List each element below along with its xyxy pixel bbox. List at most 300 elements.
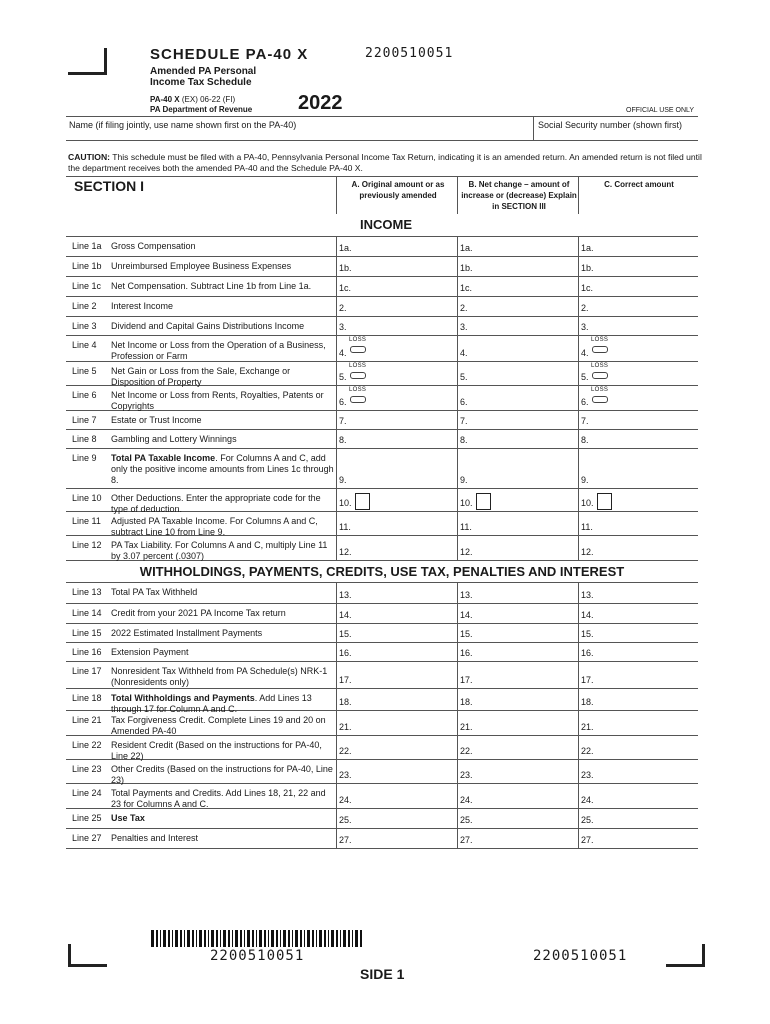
- withholding-line-number: 23.: [460, 770, 473, 780]
- income-line-number: 12.: [581, 547, 594, 557]
- income-amount-field[interactable]: [458, 430, 576, 448]
- barcode-bar: [331, 930, 334, 947]
- barcode-bar: [324, 930, 326, 947]
- withholding-line-number: 22.: [581, 746, 594, 756]
- income-amount-field[interactable]: [337, 536, 455, 560]
- income-amount-field[interactable]: [337, 257, 455, 276]
- withholding-amount-field[interactable]: [337, 829, 455, 848]
- barcode-bar: [151, 930, 154, 947]
- income-amount-field[interactable]: [458, 277, 576, 296]
- income-line-number: 1c.: [581, 283, 594, 293]
- income-amount-field[interactable]: [579, 297, 697, 316]
- income-amount-field[interactable]: [458, 362, 576, 385]
- barcode-bar: [211, 930, 214, 947]
- income-line-number: 1a.: [339, 243, 352, 253]
- income-line-number: 9.: [581, 475, 589, 485]
- barcode-bar: [220, 930, 221, 947]
- withholding-line-desc: Resident Credit (Based on the instructions for PA-40, Line 22): [111, 740, 322, 761]
- income-loss-checkbox[interactable]: [592, 372, 608, 379]
- income-line-desc: Gambling and Lottery Winnings: [111, 434, 237, 444]
- income-line-number: 9.: [339, 475, 347, 485]
- barcode-bar: [160, 930, 161, 947]
- withholding-line-number: 18.: [339, 697, 352, 707]
- withholding-amount-field[interactable]: [337, 689, 455, 710]
- withholding-line-number: 23.: [339, 770, 352, 780]
- withholding-line-desc: Other Credits (Based on the instructions for PA-40, Line 23): [111, 764, 333, 785]
- income-line-number: 11.: [581, 522, 593, 532]
- withholding-amount-field[interactable]: [458, 736, 576, 759]
- barcode-graphic: [151, 930, 363, 947]
- income-line-label: Line 1a: [72, 241, 102, 251]
- income-line-number: 1b.: [581, 263, 594, 273]
- barcode-bar: [336, 930, 338, 947]
- withholding-line-number: 13.: [339, 590, 352, 600]
- withholding-line-label: Line 23: [72, 764, 102, 774]
- barcode-bar: [199, 930, 202, 947]
- income-amount-field[interactable]: [458, 237, 576, 256]
- income-amount-field[interactable]: [458, 297, 576, 316]
- income-line-label: Line 7: [72, 415, 97, 425]
- income-line-label: Line 6: [72, 390, 97, 400]
- withholding-amount-field[interactable]: [579, 809, 697, 828]
- withholding-amount-field[interactable]: [337, 583, 455, 603]
- income-amount-field[interactable]: [579, 411, 697, 429]
- barcode-bar: [295, 930, 298, 947]
- withholding-amount-field[interactable]: [458, 711, 576, 735]
- line-desc-rest: . For Columns A and C, add only the positive income amounts from Lines 1c through 8.: [111, 453, 334, 485]
- income-amount-field[interactable]: [579, 277, 697, 296]
- income-amount-field[interactable]: [579, 430, 697, 448]
- income-line-label: Line 8: [72, 434, 97, 444]
- income-title: INCOME: [360, 217, 412, 232]
- income-loss-label: LOSS: [349, 387, 367, 393]
- income-line-desc: Estate or Trust Income: [111, 415, 202, 425]
- income-line-desc: Net Income or Loss from the Operation of a Business, Profession or Farm: [111, 340, 326, 361]
- income-loss-label: LOSS: [591, 337, 609, 343]
- barcode-bar: [271, 930, 274, 947]
- barcode-bar: [268, 930, 269, 947]
- withholding-amount-field[interactable]: [458, 760, 576, 783]
- barcode-bar: [204, 930, 206, 947]
- income-line-number: 8.: [339, 435, 347, 445]
- income-line-label: Line 1c: [72, 281, 102, 291]
- withholding-line-number: 15.: [581, 629, 594, 639]
- col-divider-b-header: [457, 176, 458, 214]
- withholding-line-label: Line 27: [72, 833, 102, 843]
- withholding-amount-field[interactable]: [337, 662, 455, 688]
- withholding-line-number: 17.: [339, 675, 352, 685]
- income-line-number: 11.: [339, 522, 351, 532]
- income-line-desc: Net Gain or Loss from the Sale, Exchange or Disposition of Property: [111, 366, 291, 387]
- withholding-amount-field[interactable]: [458, 643, 576, 661]
- withholding-line-desc: Total Payments and Credits. Add Lines 18, 21, 22 and 23 for Columns A and C.: [111, 788, 326, 809]
- barcode-bar: [247, 930, 250, 947]
- withholding-line-number: 27.: [460, 835, 473, 845]
- income-line-number: 1a.: [460, 243, 473, 253]
- withholding-line-number: 21.: [460, 722, 473, 732]
- income-deduction-code-box[interactable]: [476, 493, 491, 510]
- income-line-number: 1c.: [460, 283, 473, 293]
- barcode-bar: [184, 930, 185, 947]
- withholding-line-number: 14.: [581, 610, 594, 620]
- withholding-line-number: 21.: [581, 722, 594, 732]
- income-amount-field[interactable]: [458, 336, 576, 361]
- income-amount-field[interactable]: [337, 449, 455, 488]
- line-desc-rest: . Add Lines 13 through 17 for Column A and C.: [111, 693, 312, 714]
- withholding-line-label: Line 17: [72, 666, 102, 676]
- barcode-bar: [355, 930, 358, 947]
- income-amount-field[interactable]: [337, 237, 455, 256]
- barcode-bar: [259, 930, 262, 947]
- income-line-number: 3.: [339, 322, 347, 332]
- withholding-amount-field[interactable]: [458, 784, 576, 808]
- withholding-line-number: 25.: [581, 815, 594, 825]
- income-loss-checkbox[interactable]: [350, 346, 366, 353]
- income-amount-field[interactable]: [579, 237, 697, 256]
- barcode-bar: [163, 930, 166, 947]
- income-line-number: 2.: [581, 303, 589, 313]
- income-line-label: Line 9: [72, 453, 97, 463]
- income-amount-field[interactable]: [458, 386, 576, 410]
- form-code: 2200510051: [365, 46, 454, 61]
- withholding-amount-field[interactable]: [579, 784, 697, 808]
- withholding-line-label: Line 13: [72, 587, 102, 597]
- income-line-label: Line 3: [72, 321, 97, 331]
- income-line-number: 5.: [339, 372, 347, 382]
- corner-mark-bottom-left: [68, 944, 107, 967]
- withholding-line-number: 18.: [460, 697, 473, 707]
- income-amount-field[interactable]: [337, 411, 455, 429]
- income-line-number: 12.: [460, 547, 473, 557]
- income-line-number: 8.: [581, 435, 589, 445]
- line-desc-bold: Use Tax: [111, 813, 145, 823]
- income-line-label: Line 4: [72, 340, 97, 350]
- income-amount-field[interactable]: [337, 277, 455, 296]
- income-amount-field[interactable]: [579, 512, 697, 535]
- barcode-bar: [156, 930, 158, 947]
- income-line-number: 10.: [460, 498, 473, 508]
- withholding-line-desc: 2022 Estimated Installment Payments: [111, 628, 263, 638]
- line-desc-bold: Total Withholdings and Payments: [111, 693, 255, 703]
- withholding-line-number: 25.: [339, 815, 352, 825]
- withholding-line-number: 25.: [460, 815, 473, 825]
- income-line-label: Line 11: [72, 516, 101, 526]
- income-line-number: 12.: [339, 547, 352, 557]
- withholding-line-desc: Total PA Tax Withheld: [111, 587, 198, 597]
- withholding-amount-field[interactable]: [337, 711, 455, 735]
- withholding-line-label: Line 18: [72, 693, 102, 703]
- withholding-amount-field[interactable]: [337, 760, 455, 783]
- withholding-amount-field[interactable]: [458, 662, 576, 688]
- withholding-amount-field[interactable]: [579, 689, 697, 710]
- ssn-field[interactable]: [534, 117, 698, 140]
- withholding-line-desc: [111, 813, 336, 824]
- barcode-bar: [304, 930, 305, 947]
- income-line-desc: Other Deductions. Enter the appropriate code for the type of deduction.: [111, 493, 321, 514]
- withholding-line-number: 22.: [460, 746, 473, 756]
- withholding-amount-field[interactable]: [337, 643, 455, 661]
- withholding-amount-field[interactable]: [579, 662, 697, 688]
- income-line-label: Line 12: [72, 540, 102, 550]
- withholding-amount-field[interactable]: [458, 583, 576, 603]
- income-amount-field[interactable]: [337, 512, 455, 535]
- line-desc-bold: Total PA Taxable Income: [111, 453, 216, 463]
- income-line-desc: Net Income or Loss from Rents, Royalties, Patents or Copyrights: [111, 390, 324, 411]
- income-line-number: 1b.: [460, 263, 473, 273]
- income-line-number: 4.: [460, 348, 468, 358]
- withholding-amount-field[interactable]: [579, 624, 697, 642]
- withholding-line-number: 13.: [460, 590, 473, 600]
- withholding-amount-field[interactable]: [458, 624, 576, 642]
- income-amount-field[interactable]: [458, 317, 576, 335]
- income-line-number: 5.: [581, 372, 589, 382]
- form-title: SCHEDULE PA-40 X: [150, 46, 309, 63]
- income-amount-field[interactable]: [337, 430, 455, 448]
- income-loss-checkbox[interactable]: [350, 396, 366, 403]
- caution-text: [68, 152, 702, 174]
- income-line-number: 11.: [460, 522, 472, 532]
- income-line-number: 6.: [460, 397, 468, 407]
- income-line-number: 4.: [339, 348, 347, 358]
- income-line-number: 5.: [460, 372, 468, 382]
- withholding-amount-field[interactable]: [337, 736, 455, 759]
- barcode-bar: [187, 930, 190, 947]
- subtitle-line2: Income Tax Schedule: [150, 77, 252, 88]
- income-line-number: 7.: [581, 416, 589, 426]
- barcode-bar: [196, 930, 197, 947]
- withholding-amount-field[interactable]: [579, 604, 697, 623]
- income-loss-checkbox[interactable]: [592, 396, 608, 403]
- income-amount-field[interactable]: [458, 512, 576, 535]
- official-use-label: OFFICIAL USE ONLY: [626, 107, 695, 114]
- income-line-number: 1b.: [339, 263, 352, 273]
- barcode-bar: [235, 930, 238, 947]
- withholding-line-desc: Penalties and Interest: [111, 833, 199, 843]
- barcode-bar: [172, 930, 173, 947]
- footer-form-number: 2200510051: [533, 948, 628, 964]
- withholding-line-number: 23.: [581, 770, 594, 780]
- side-label: SIDE 1: [360, 966, 405, 982]
- income-loss-label: LOSS: [591, 363, 609, 369]
- income-amount-field[interactable]: [579, 317, 697, 335]
- income-amount-field[interactable]: [579, 536, 697, 560]
- barcode-bar: [232, 930, 233, 947]
- barcode-bar: [312, 930, 314, 947]
- barcode-bar: [264, 930, 266, 947]
- form-id: [150, 95, 252, 115]
- withholding-amount-field[interactable]: [458, 604, 576, 623]
- withholding-amount-field[interactable]: [579, 736, 697, 759]
- subtitle-line1: Amended PA Personal: [150, 66, 257, 77]
- barcode-bar: [307, 930, 310, 947]
- income-loss-checkbox[interactable]: [350, 372, 366, 379]
- tax-year: 2022: [298, 92, 343, 114]
- barcode-number: 2200510051: [210, 948, 305, 964]
- barcode-bar: [319, 930, 322, 947]
- withholding-line-desc: Credit from your 2021 PA Income Tax return: [111, 608, 286, 618]
- withholding-amount-field[interactable]: [579, 760, 697, 783]
- name-field[interactable]: [66, 117, 532, 140]
- income-amount-field[interactable]: [579, 449, 697, 488]
- barcode-bar: [244, 930, 245, 947]
- caution-body: This schedule must be filed with a PA-40, Pennsylvania Personal Income Tax Return, indicating it is an amended return. An amended return is not filed until the department receives both the amended PA-40 and the Schedule PA-40 X.: [68, 152, 702, 173]
- form-id-rest: (EX) 06-22 (FI): [179, 95, 236, 104]
- corner-mark-top-left: [68, 48, 107, 75]
- barcode-bar: [256, 930, 257, 947]
- withholding-amount-field[interactable]: [337, 604, 455, 623]
- barcode-bar: [252, 930, 254, 947]
- col-divider-c-header: [578, 176, 579, 214]
- withholding-line-number: 16.: [339, 648, 352, 658]
- withholding-line-number: 24.: [339, 795, 352, 805]
- barcode-bar: [180, 930, 182, 947]
- income-amount-field[interactable]: [337, 317, 455, 335]
- income-line-desc: Adjusted PA Taxable Income. For Columns A and C, subtract Line 10 from Line 9.: [111, 516, 318, 537]
- barcode-bar: [360, 930, 362, 947]
- income-line-number: 1a.: [581, 243, 594, 253]
- withholding-row-line: [66, 848, 698, 849]
- income-line-desc: Interest Income: [111, 301, 174, 311]
- income-line-label: Line 10: [72, 493, 102, 503]
- income-line-number: 10.: [581, 498, 594, 508]
- withholding-amount-field[interactable]: [337, 809, 455, 828]
- withholding-line-label: Line 15: [72, 628, 102, 638]
- withholding-amount-field[interactable]: [579, 711, 697, 735]
- income-line-number: 10.: [339, 498, 352, 508]
- income-line-number: 6.: [581, 397, 589, 407]
- income-loss-label: LOSS: [349, 337, 367, 343]
- withholding-amount-field[interactable]: [579, 829, 697, 848]
- income-line-desc: Net Compensation. Subtract Line 1b from Line 1a.: [111, 281, 312, 291]
- withholding-amount-field[interactable]: [337, 624, 455, 642]
- name-field-label: Name (if filing jointly, use name shown first on the PA-40): [69, 120, 297, 130]
- income-line-number: 9.: [460, 475, 468, 485]
- column-b-header: B. Net change – amount of increase or (decrease) Explain in SECTION III: [461, 180, 577, 211]
- barcode-bar: [288, 930, 290, 947]
- barcode-bar: [300, 930, 302, 947]
- barcode-bar: [283, 930, 286, 947]
- income-deduction-code-box[interactable]: [597, 493, 612, 510]
- withholding-amount-field[interactable]: [458, 689, 576, 710]
- income-line-number: 8.: [460, 435, 468, 445]
- barcode-bar: [343, 930, 346, 947]
- withholding-line-number: 27.: [581, 835, 594, 845]
- withholding-line-number: 27.: [339, 835, 352, 845]
- withholding-line-number: 16.: [460, 648, 473, 658]
- withholding-line-label: Line 24: [72, 788, 102, 798]
- withholding-line-number: 22.: [339, 746, 352, 756]
- barcode-bar: [292, 930, 293, 947]
- barcode-bar: [175, 930, 178, 947]
- income-line-desc: [111, 453, 336, 486]
- income-amount-field[interactable]: [337, 297, 455, 316]
- withholding-title: WITHHOLDINGS, PAYMENTS, CREDITS, USE TAX, PENALTIES AND INTEREST: [139, 564, 625, 579]
- withholding-line-label: Line 16: [72, 647, 102, 657]
- barcode-bar: [216, 930, 218, 947]
- income-line-desc: PA Tax Liability. For Columns A and C, multiply Line 11 by 3.07 percent (.0307): [111, 540, 328, 561]
- section-title: SECTION I: [74, 178, 145, 194]
- name-field-bottom-border: [66, 140, 698, 141]
- withholding-amount-field[interactable]: [458, 809, 576, 828]
- income-amount-field[interactable]: [458, 449, 576, 488]
- withholding-line-label: Line 22: [72, 740, 102, 750]
- corner-mark-bottom-right: [666, 944, 705, 967]
- withholding-line-number: 14.: [460, 610, 473, 620]
- income-line-number: 2.: [339, 303, 347, 313]
- barcode-bar: [352, 930, 353, 947]
- income-loss-checkbox[interactable]: [592, 346, 608, 353]
- income-line-number: 1c.: [339, 283, 352, 293]
- income-line-number: 4.: [581, 348, 589, 358]
- withholding-line-number: 16.: [581, 648, 594, 658]
- withholding-line-number: 17.: [581, 675, 594, 685]
- income-line-number: 2.: [460, 303, 468, 313]
- income-loss-label: LOSS: [349, 363, 367, 369]
- withholding-amount-field[interactable]: [579, 643, 697, 661]
- withholding-line-number: 21.: [339, 722, 352, 732]
- withholding-line-number: 13.: [581, 590, 594, 600]
- withholding-line-desc: Nonresident Tax Withheld from PA Schedule(s) NRK-1 (Nonresidents only): [111, 666, 328, 687]
- withholding-line-number: 14.: [339, 610, 352, 620]
- barcode-bar: [276, 930, 278, 947]
- income-line-desc: Dividend and Capital Gains Distributions Income: [111, 321, 305, 331]
- withholding-line-number: 24.: [581, 795, 594, 805]
- income-line-desc: Unreimbursed Employee Business Expenses: [111, 261, 292, 271]
- barcode-bar: [316, 930, 317, 947]
- barcode-bar: [240, 930, 242, 947]
- ssn-field-label: Social Security number (shown first): [538, 120, 683, 130]
- income-loss-label: LOSS: [591, 387, 609, 393]
- income-deduction-code-box[interactable]: [355, 493, 370, 510]
- withholding-line-number: 17.: [460, 675, 473, 685]
- withholding-line-desc: [111, 693, 336, 715]
- withholding-line-number: 15.: [339, 629, 352, 639]
- barcode-bar: [168, 930, 170, 947]
- department-name: PA Department of Revenue: [150, 105, 253, 114]
- barcode-bar: [340, 930, 341, 947]
- withholding-line-label: Line 14: [72, 608, 102, 618]
- income-line-number: 7.: [460, 416, 468, 426]
- income-amount-field[interactable]: [458, 411, 576, 429]
- col-divider-a-header: [336, 176, 337, 214]
- income-line-number: 6.: [339, 397, 347, 407]
- income-line-label: Line 5: [72, 366, 97, 376]
- withholding-line-desc: Tax Forgiveness Credit. Complete Lines 19 and 20 on Amended PA-40: [111, 715, 326, 736]
- barcode-bar: [223, 930, 226, 947]
- barcode-bar: [348, 930, 350, 947]
- withholding-amount-field[interactable]: [337, 784, 455, 808]
- withholding-line-number: 15.: [460, 629, 473, 639]
- income-amount-field[interactable]: [458, 257, 576, 276]
- section-top-border: [66, 176, 698, 177]
- withholding-line-number: 18.: [581, 697, 594, 707]
- income-line-number: 3.: [581, 322, 589, 332]
- barcode-bar: [280, 930, 281, 947]
- barcode-bar: [228, 930, 230, 947]
- barcode-bar: [192, 930, 194, 947]
- income-line-number: 3.: [460, 322, 468, 332]
- barcode-bar: [328, 930, 329, 947]
- caution-label: CAUTION:: [68, 152, 111, 162]
- withholding-amount-field[interactable]: [458, 829, 576, 848]
- form-subtitle: [150, 66, 256, 88]
- income-line-label: Line 1b: [72, 261, 102, 271]
- income-line-label: Line 2: [72, 301, 97, 311]
- column-a-header: A. Original amount or as previously amended: [351, 180, 445, 200]
- withholding-amount-field[interactable]: [579, 583, 697, 603]
- income-amount-field[interactable]: [458, 536, 576, 560]
- income-amount-field[interactable]: [579, 257, 697, 276]
